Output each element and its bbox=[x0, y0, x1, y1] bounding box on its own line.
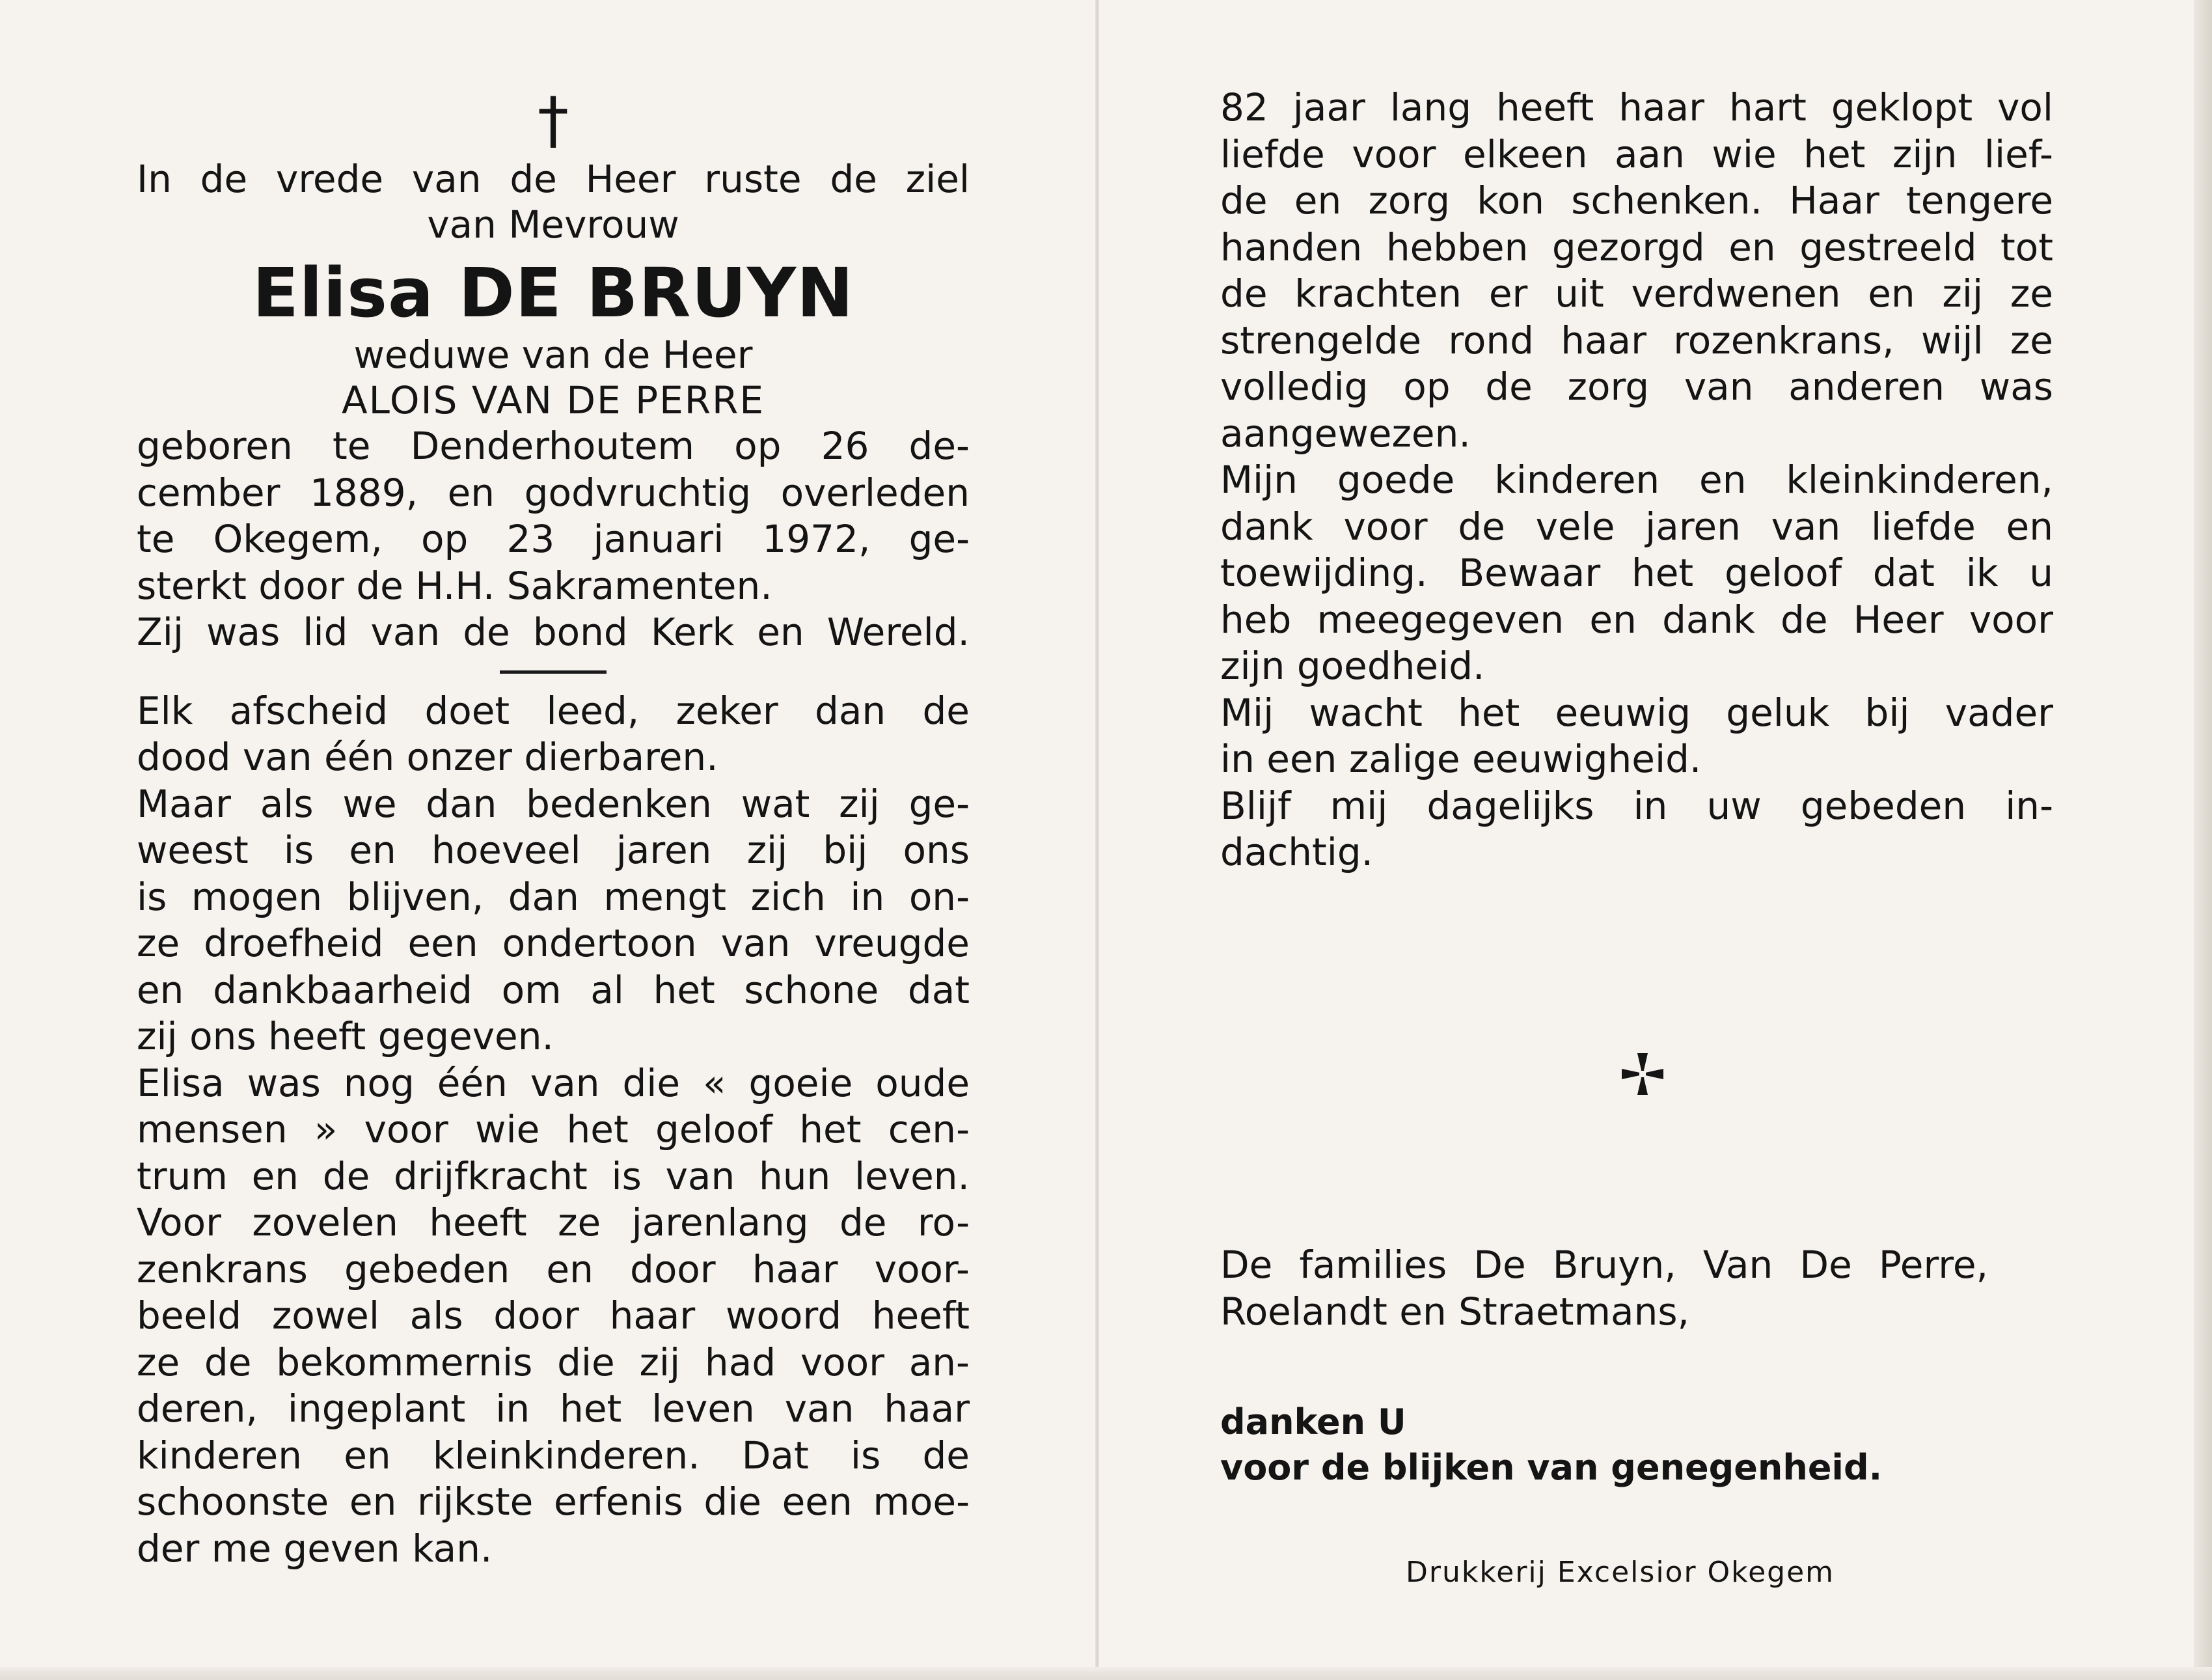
text-line: volledig op de zorg van anderen was bbox=[1220, 365, 2053, 409]
text-line: heb meegegeven en dank de Heer voor bbox=[1220, 597, 2053, 642]
text-line: Maar als we dan bedenken wat zij ge- bbox=[137, 781, 970, 826]
text-line: der me geven kan. bbox=[137, 1526, 493, 1571]
text-line: kinderen en kleinkinderen. Dat is de bbox=[137, 1433, 970, 1478]
left-body-text bbox=[137, 688, 970, 1573]
text-line: is mogen blijven, dan mengt zich in on- bbox=[137, 874, 970, 919]
text-line: in een zalige eeuwigheid. bbox=[1220, 737, 1702, 781]
text-line: schoonste en rijkste erfenis die een moe- bbox=[137, 1480, 970, 1524]
bio-line: Zij was lid van de bond Kerk en Wereld. bbox=[137, 610, 970, 654]
husband-name: ALOIS VAN DE PERRE bbox=[341, 378, 765, 422]
thanks-block bbox=[1220, 1399, 2053, 1491]
latin-cross-icon: † bbox=[538, 84, 569, 157]
text-line: ze de bekommernis die zij had voor an- bbox=[137, 1340, 970, 1384]
bio-line: cember 1889, en godvruchtig overleden bbox=[137, 470, 970, 515]
text-line: handen hebben gezorgd en gestreeld tot bbox=[1220, 225, 2053, 269]
text-line: dank voor de vele jaren van liefde en bbox=[1220, 504, 2053, 549]
thanks-line: voor de blijken van genegenheid. bbox=[1220, 1447, 1883, 1488]
text-line: deren, ingeplant in het leven van haar bbox=[137, 1386, 970, 1431]
text-line: Mijn goede kinderen en kleinkinderen, bbox=[1220, 458, 2053, 502]
text-line: dood van één onzer dierbaren. bbox=[137, 735, 718, 779]
text-line: strengelde rond haar rozenkrans, wijl ze bbox=[1220, 318, 2053, 363]
intro-title: van Mevrouw bbox=[427, 202, 679, 247]
right-page bbox=[1220, 85, 2053, 876]
text-line: mensen » voor wie het geloof het cen- bbox=[137, 1107, 970, 1151]
text-line: zenkrans gebeden en door haar voor- bbox=[137, 1246, 970, 1291]
bio-line: geboren te Denderhoutem op 26 de- bbox=[137, 424, 970, 468]
intro-line: In de vrede van de Heer ruste de ziel bbox=[137, 157, 970, 201]
bio-block bbox=[137, 423, 970, 656]
bio-line: te Okegem, op 23 januari 1972, ge- bbox=[137, 517, 970, 561]
text-line: aangewezen. bbox=[1220, 411, 1471, 456]
families-line: Roelandt en Straetmans, bbox=[1220, 1289, 1689, 1334]
families-line: De families De Bruyn, Van De Perre, bbox=[1220, 1243, 1988, 1287]
text-line: trum en de drijfkracht is van hun leven. bbox=[137, 1153, 970, 1198]
text-line: dachtig. bbox=[1220, 830, 1374, 874]
text-line: weest is en hoeveel jaren zij bij ons bbox=[137, 828, 970, 872]
text-line: zijn goedheid. bbox=[1220, 644, 1485, 688]
divider-rule bbox=[500, 670, 607, 674]
text-line: beeld zowel als door haar woord heeft bbox=[137, 1293, 970, 1338]
printer-credit: Drukkerij Excelsior Okegem bbox=[1406, 1556, 1835, 1589]
text-line: Mij wacht het eeuwig geluk bij vader bbox=[1220, 690, 2053, 735]
cross-pattee-icon bbox=[1619, 1051, 1666, 1097]
families-block bbox=[1220, 1242, 1988, 1335]
left-page bbox=[137, 85, 970, 1572]
card-bottom-edge bbox=[0, 1667, 2212, 1680]
text-line: liefde voor elkeen aan wie het zijn lief- bbox=[1220, 131, 2053, 176]
thanks-line: danken U bbox=[1220, 1401, 1406, 1442]
deceased-name: Elisa DE BRUYN bbox=[252, 253, 854, 333]
card-fold bbox=[1095, 0, 1099, 1680]
text-line: de en zorg kon schenken. Haar tengere bbox=[1220, 178, 2053, 223]
card-edge bbox=[2194, 0, 2212, 1680]
text-line: toewijding. Bewaar het geloof dat ik u bbox=[1220, 551, 2053, 595]
text-line: 82 jaar lang heeft haar hart geklopt vol bbox=[1220, 85, 2053, 130]
text-line: ze droefheid een ondertoon van vreugde bbox=[137, 921, 970, 965]
text-line: de krachten er uit verdwenen en zij ze bbox=[1220, 271, 2053, 316]
text-line: zij ons heeft gegeven. bbox=[137, 1014, 554, 1058]
text-line: Voor zovelen heeft ze jarenlang de ro- bbox=[137, 1200, 970, 1245]
text-line: Elisa was nog één van die « goeie oude bbox=[137, 1060, 970, 1105]
widow-line: weduwe van de Heer bbox=[353, 333, 753, 377]
text-line: Elk afscheid doet leed, zeker dan de bbox=[137, 688, 970, 733]
text-line: Blijf mij dagelijks in uw gebeden in- bbox=[1220, 783, 2053, 828]
bio-line: sterkt door de H.H. Sakramenten. bbox=[137, 563, 772, 608]
text-line: en dankbaarheid om al het schone dat bbox=[137, 967, 970, 1012]
